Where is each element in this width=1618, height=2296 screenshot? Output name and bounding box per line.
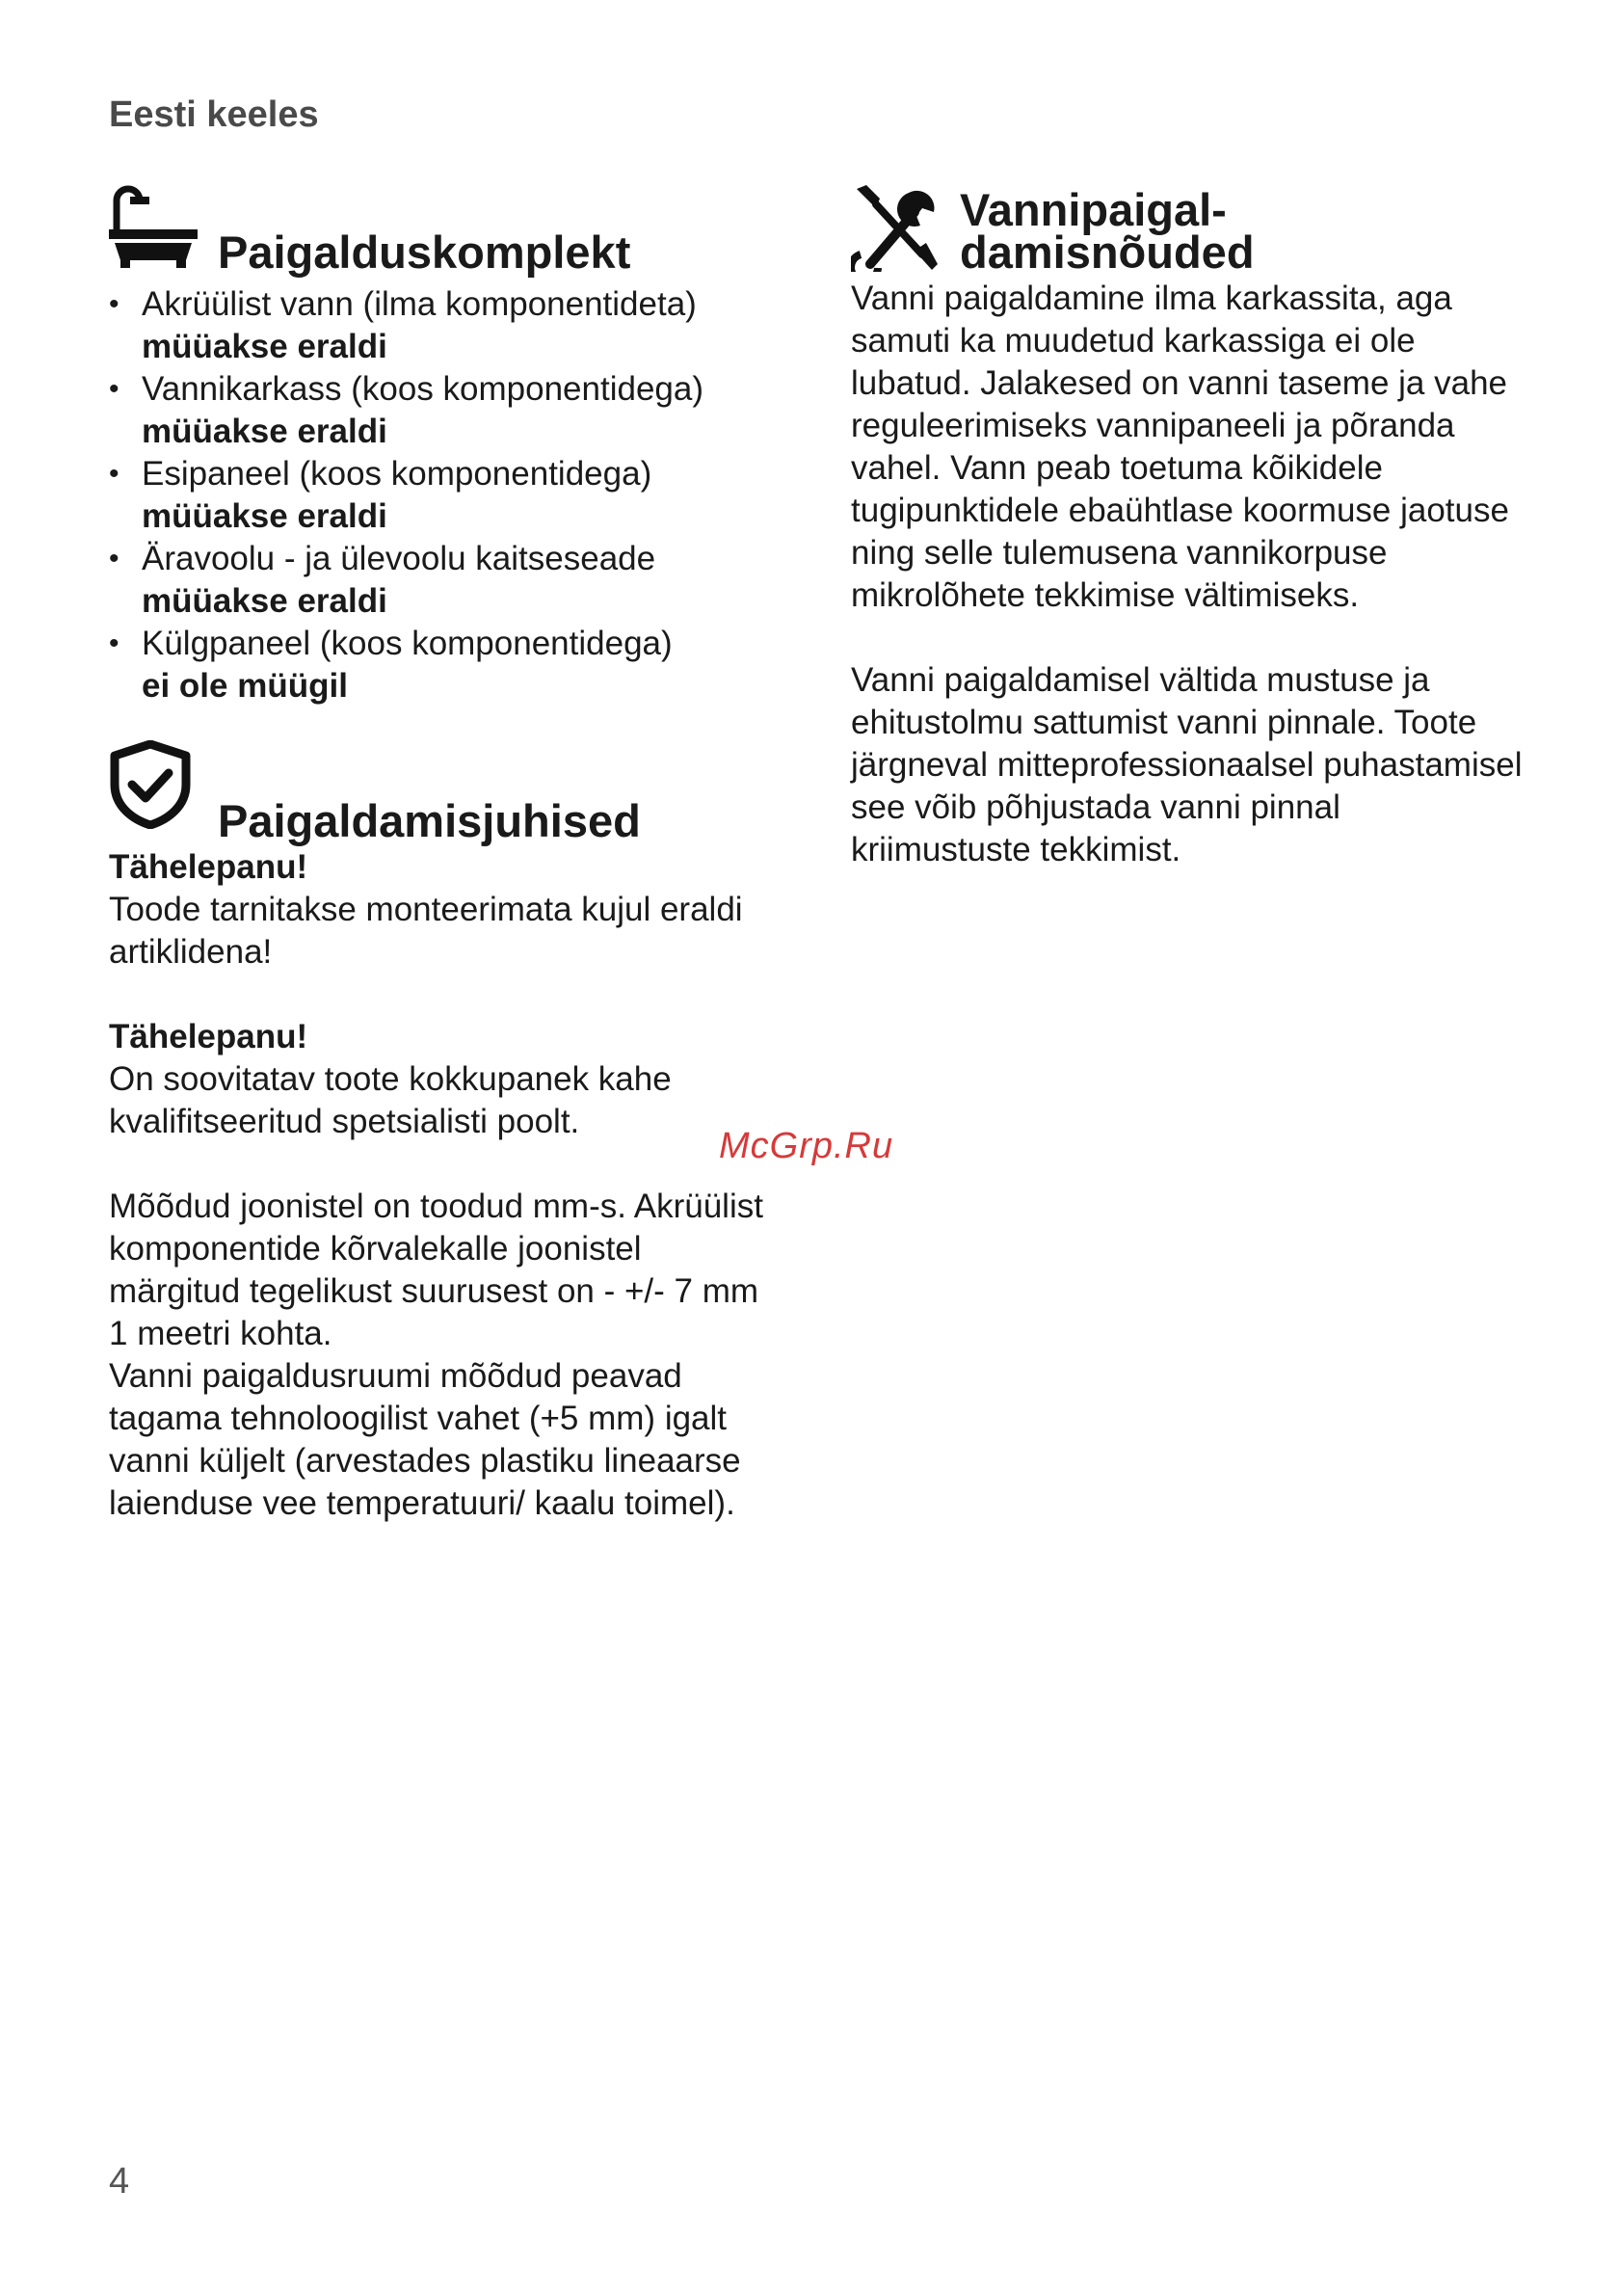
watermark-link[interactable]: McGrp.Ru	[719, 1126, 894, 1166]
tools-icon	[851, 183, 940, 272]
shield-check-icon	[109, 740, 192, 829]
list-item	[109, 368, 764, 453]
item-status: müüakse eraldi	[142, 413, 387, 450]
bathtub-icon	[109, 185, 198, 274]
right-column	[851, 183, 1525, 871]
requirements-title-line2: damisnõuded	[960, 227, 1255, 278]
left-column	[109, 183, 764, 1525]
note-label: Tähelepanu!	[109, 1018, 308, 1055]
note-text: On soovitatav toote kokkupanek kahe kvalifitseeritud spetsialisti poolt.	[109, 1060, 672, 1140]
kit-title: Paigalduskomplekt	[218, 227, 631, 278]
kit-section-header	[109, 183, 764, 280]
list-item	[109, 623, 764, 707]
item-name: Külgpaneel (koos komponentidega)	[142, 625, 673, 662]
instructions-title: Paigaldamisjuhised	[218, 795, 641, 846]
item-name: Akrüülist vann (ilma komponentideta)	[142, 285, 697, 323]
page-number: 4	[109, 2161, 130, 2202]
kit-list	[109, 283, 764, 707]
list-item	[109, 453, 764, 538]
item-name: Äravoolu - ja ülevoolu kaitseseade	[142, 540, 656, 577]
note-text: Toode tarnitakse monteerimata kujul eraldi artiklidena!	[109, 891, 743, 971]
item-status: müüakse eraldi	[142, 582, 387, 620]
room-text: Vanni paigaldusruumi mõõdud peavad tagama tehnoloogilist vahet (+5 mm) igalt vanni küljelt (arvestades plastiku lineaarse laienduse vee temperatuuri/ kaalu toimel).	[109, 1357, 741, 1522]
requirements-section-header	[851, 183, 1525, 278]
item-status: ei ole müügil	[142, 667, 348, 705]
requirements-title-line1: Vannipaigal-	[960, 184, 1227, 235]
list-item	[109, 283, 764, 368]
item-name: Vannikarkass (koos komponentidega)	[142, 370, 704, 408]
requirements-title	[960, 184, 1255, 278]
instructions-section-header	[109, 740, 764, 846]
item-name: Esipaneel (koos komponentidega)	[142, 455, 652, 493]
requirements-paragraph-1: Vanni paigaldamine ilma karkassita, aga samuti ka muudetud karkassiga ei ole lubatud. Jalakesed on vanni taseme ja vahe reguleerimiseks vannipaneeli ja põranda vahel. Vann peab toetuma kõikidele tugipunktidele ebaühtlase koormuse jaotuse ning selle tulemusena vannikorpuse mikrolõhete tekkimise vältimiseks.	[851, 280, 1509, 614]
note-label: Tähelepanu!	[109, 848, 308, 886]
requirements-paragraph-2: Vanni paigaldamisel vältida mustuse ja ehitustolmu sattumist vanni pinnale. Toote järgneval mitteprofessionaalsel puhastamisel see võib põhjustada vanni pinnal kriimustuste tekkimist.	[851, 661, 1523, 868]
item-status: müüakse eraldi	[142, 497, 387, 535]
language-label: Eesti keeles	[109, 94, 319, 135]
list-item	[109, 538, 764, 623]
item-status: müüakse eraldi	[142, 328, 387, 365]
measurements-text: Mõõdud joonistel on toodud mm-s. Akrüülist komponentide kõrvalekalle joonistel märgitud tegelikust suurusest on - +/- 7 mm 1 meetri kohta.	[109, 1188, 763, 1352]
